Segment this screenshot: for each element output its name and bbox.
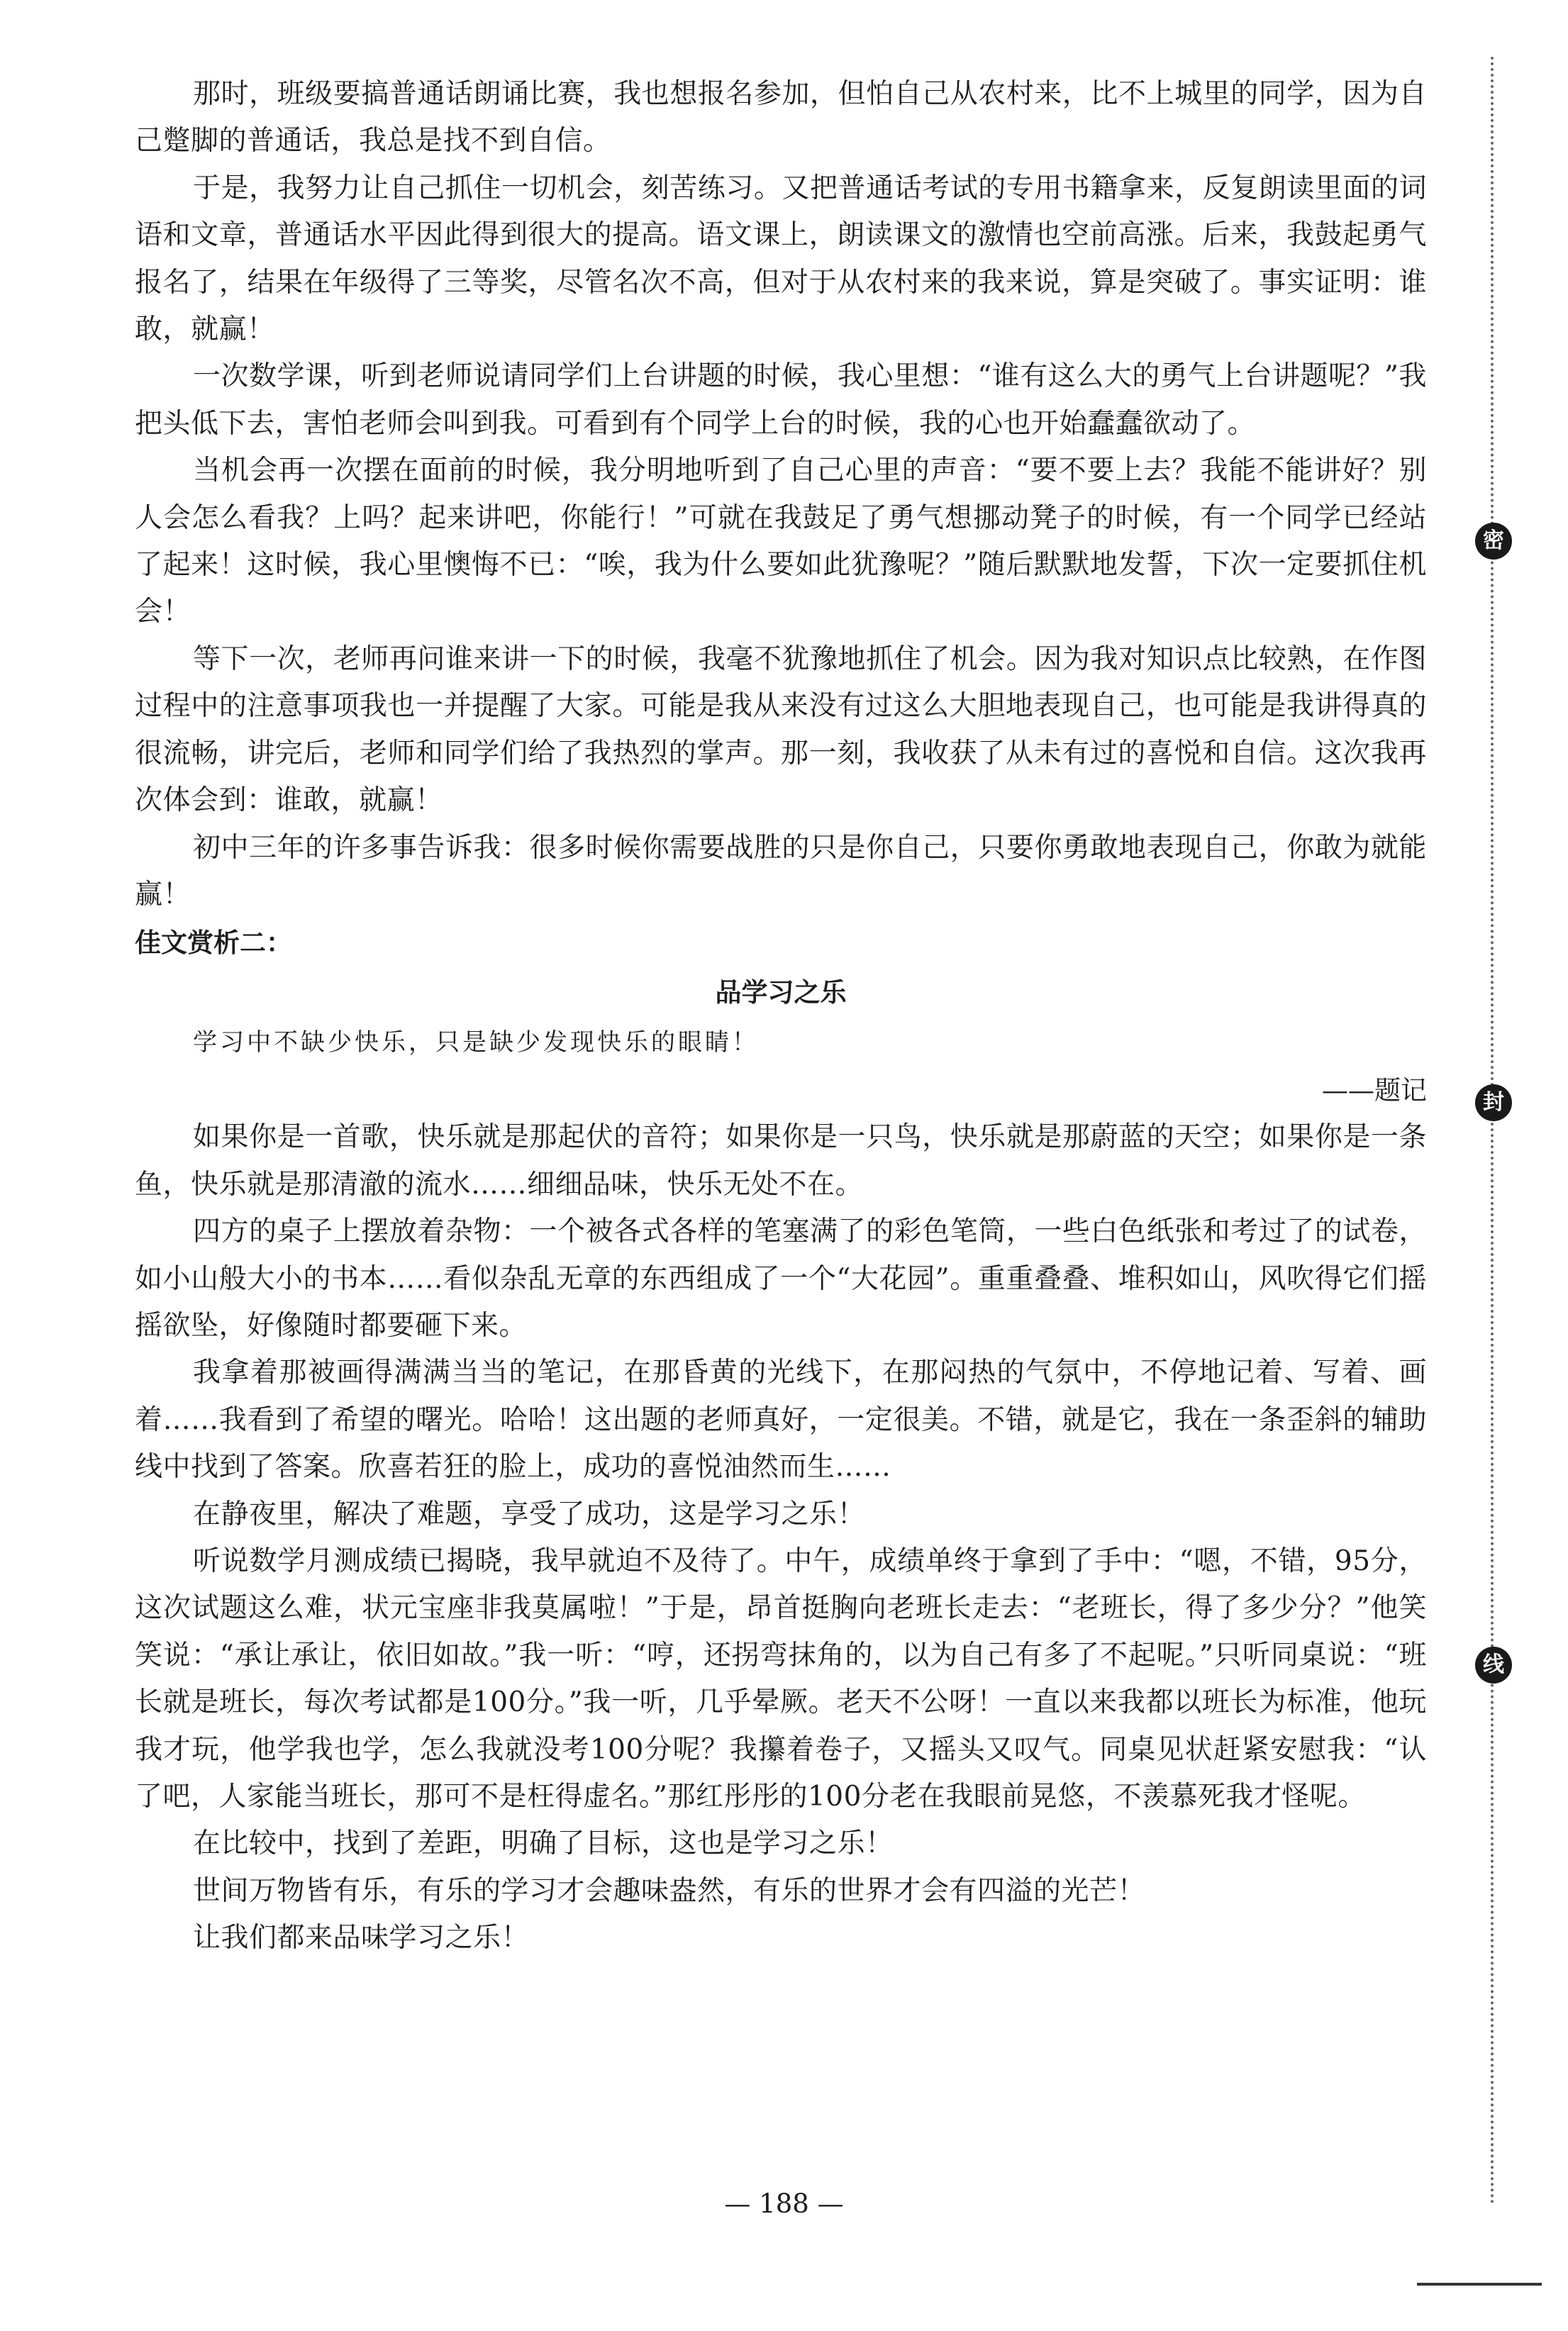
paragraph: 听说数学月测成绩已揭晓，我早就迫不及待了。中午，成绩单终于拿到了手中：“嗯，不错，95分，这次试题这么难，状元宝座非我莫属啦！”于是，昂首挺胸向老班长走去：“老班长，得了多少分？”他笑笑说：“承让承让，依旧如故。”我一听：“哼，还拐弯抹角的，以为自己有多了不起呢。”只听同桌说：“班长就是班长，每次考试都是100分。”我一听，几乎晕厥。老天不公呀！一直以来我都以班长为标准，他玩我才玩，他学我也学，怎么我就没考100分呢？我攥着卷子，又摇头又叹气。同桌见状赶紧安慰我：“认了吧，人家能当班长，那可不是枉得虚名。”那红彤彤的100分老在我眼前晃悠，不羡慕死我才怪呢。 [135,1545,1427,1813]
paragraph: 让我们都来品味学习之乐！ [193,1922,530,1954]
seal-mark-feng: 封 [1475,1084,1512,1121]
paragraph: 一次数学课，听到老师说请同学们上台讲题的时候，我心里想：“谁有这么大的勇气上台讲题呢？”我把头低下去，害怕老师会叫到我。可看到有个同学上台的时候，我的心也开始蠢蠢欲动了。 [135,360,1427,440]
essay-one-continued [135,71,1427,918]
epigraph-inscription: ——题记 [1322,1075,1427,1106]
paragraph: 如果你是一首歌，快乐就是那起伏的音符；如果你是一只鸟，快乐就是那蔚蓝的天空；如果你是一条鱼，快乐就是那清澈的流水……细细品味，快乐无处不在。 [135,1121,1427,1201]
paragraph: 世间万物皆有乐，有乐的学习才会趣味盎然，有乐的世界才会有四溢的光芒！ [193,1874,1146,1907]
essay-title: 品学习之乐 [715,977,847,1008]
epigraph: 学习中不缺少快乐，只是缺少发现快乐的眼睛！ [193,1028,759,1057]
paragraph: 于是，我努力让自己抓住一切机会，刻苦练习。又把普通话考试的专用书籍拿来，反复朗读里面的词语和文章，普通话水平因此得到很大的提高。语文课上，朗读课文的激情也空前高涨。后来，我鼓起勇气报名了，结果在年级得了三等奖，尽管名次不高，但对于从农村来的我来说，算是突破了。事实证明：谁敢，就赢！ [135,172,1427,346]
binding-dotted-line [1491,57,1494,2205]
paragraph: 等下一次，老师再问谁来讲一下的时候，我毫不犹豫地抓住了机会。因为我对知识点比较熟，在作图过程中的注意事项我也一并提醒了大家。可能是我从来没有过这么大胆地表现自己，也可能是我讲得真的很流畅，讲完后，老师和同学们给了我热烈的掌声。那一刻，我收获了从未有过的喜悦和自信。这次我再次体会到：谁敢，就赢！ [135,642,1427,817]
page-number: — 188 — [724,2188,844,2219]
paragraph: 初中三年的许多事告诉我：很多时候你需要战胜的只是你自己，只要你勇敢地表现自己，你敢为就能赢！ [135,831,1427,911]
seal-mark-xian: 线 [1475,1647,1512,1684]
seal-mark-mi: 密 [1475,523,1512,560]
paragraph: 我拿着那被画得满满当当的笔记，在那昏黄的光线下，在那闷热的气氛中，不停地记着、写着、画着……我看到了希望的曙光。哈哈！这出题的老师真好，一定很美。不错，就是它，我在一条歪斜的辅助线中找到了答案。欣喜若狂的脸上，成功的喜悦油然而生…… [135,1357,1427,1484]
page-content [135,71,1427,1962]
paragraph: 那时，班级要搞普通话朗诵比赛，我也想报名参加，但怕自己从农村来，比不上城里的同学，因为自己蹩脚的普通话，我总是找不到自信。 [135,78,1427,157]
paragraph: 在静夜里，解决了难题，享受了成功，这是学习之乐！ [193,1498,866,1530]
paragraph: 四方的桌子上摆放着杂物：一个被各式各样的笔塞满了的彩色笔筒，一些白色纸张和考过了的试卷，如小山般大小的书本……看似杂乱无章的东西组成了一个“大花园”。重重叠叠、堆积如山，风吹得它们摇摇欲坠，好像随时都要砸下来。 [135,1215,1427,1342]
paragraph: 当机会再一次摆在面前的时候，我分明地听到了自己心里的声音：“要不要上去？我能不能讲好？别人会怎么看我？上吗？起来讲吧，你能行！”可就在我鼓足了勇气想挪动凳子的时候，有一个同学已经站了起来！这时候，我心里懊悔不已：“唉，我为什么要如此犹豫呢？”随后默默地发誓，下次一定要抓住机会！ [135,455,1427,628]
paragraph: 在比较中，找到了差距，明确了目标，这也是学习之乐！ [193,1827,894,1860]
essay-two-body [135,1114,1427,1962]
section-heading: 佳文赏析二： [135,928,292,959]
corner-rule [1417,2283,1542,2286]
